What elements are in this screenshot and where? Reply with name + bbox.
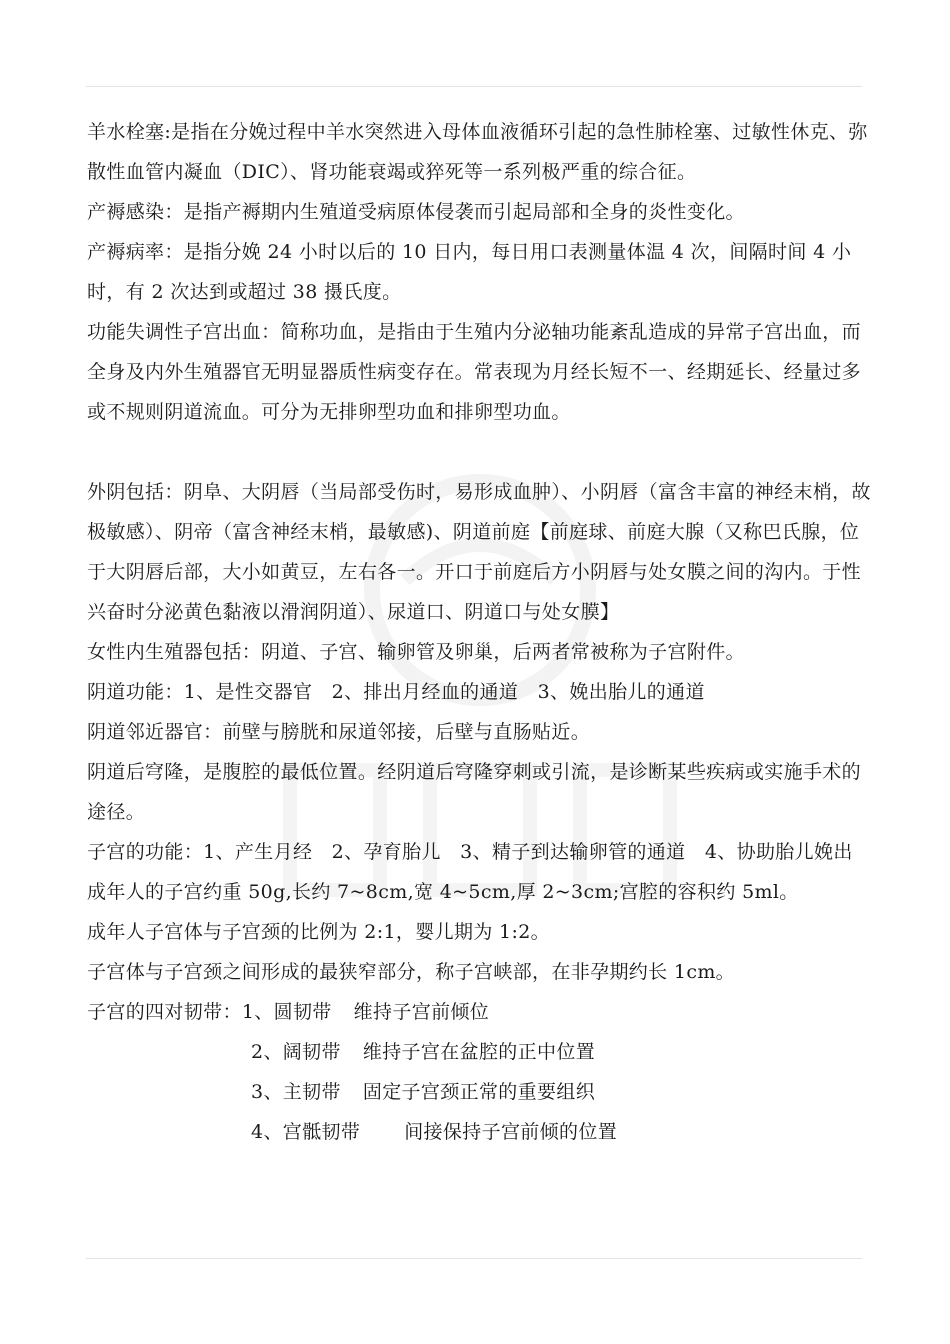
paragraph-puerperal-infection: 产褥感染：是指产褥期内生殖道受病原体侵袭而引起局部和全身的炎性变化。	[87, 201, 745, 223]
ligament-name: 宫骶韧带	[282, 1121, 361, 1143]
ligament-name: 圆韧带	[273, 1001, 332, 1023]
ligament-name: 主韧带	[282, 1081, 341, 1103]
paragraph-internal-organs: 女性内生殖器包括：阴道、子宫、输卵管及卵巢，后两者常被称为子宫附件。	[87, 641, 745, 663]
ligament-item	[87, 1032, 877, 1072]
ligament-description: 间接保持子宫前倾的位置	[404, 1121, 618, 1143]
top-rule	[86, 86, 862, 87]
ligament-item	[87, 1112, 877, 1152]
paragraph-isthmus: 子宫体与子宫颈之间形成的最狭窄部分，称子宫峡部，在非孕期约长 1cm。	[87, 961, 736, 983]
ligament-description: 维持子宫前倾位	[353, 1001, 490, 1023]
bottom-rule	[86, 1258, 862, 1259]
ligament-item	[87, 992, 877, 1032]
ligament-number: 1、	[241, 1001, 274, 1023]
paragraph-dysfunctional-bleeding: 功能失调性子宫出血：简称功血，是指由于生殖内分泌轴功能紊乱造成的异常子宫出血，而全身及内外生殖器官无明显器质性病变存在。常表现为月经长短不一、经期延长、经量过多或不规则阴道流血。可分为无排卵型功血和排卵型功血。	[87, 321, 862, 423]
paragraph-uterus-ratio: 成年人子宫体与子宫颈的比例为 2:1，婴儿期为 1:2。	[87, 921, 551, 943]
paragraph-puerperal-morbidity: 产褥病率：是指分娩 24 小时以后的 10 日内，每日用口表测量体温 4 次，间隔时间 4 小时，有 2 次达到或超过 38 摄氏度。	[87, 241, 852, 303]
ligament-description: 固定子宫颈正常的重要组织	[362, 1081, 596, 1103]
document-body	[87, 112, 877, 1152]
ligament-number: 2、	[251, 1041, 283, 1063]
paragraph-amniotic-embolism: 羊水栓塞:是指在分娩过程中羊水突然进入母体血液循环引起的急性肺栓塞、过敏性休克、弥散性血管内凝血（DIC）、肾功能衰竭或猝死等一系列极严重的综合征。	[87, 121, 868, 183]
ligament-item	[87, 1072, 877, 1112]
paragraph-uterus-function: 子宫的功能：1、产生月经 2、孕育胎儿 3、精子到达输卵管的通道 4、协助胎儿娩出	[87, 841, 853, 863]
paragraph-posterior-fornix: 阴道后穹隆，是腹腔的最低位置。经阴道后穹隆穿刺或引流，是诊断某些疾病或实施手术的途径。	[87, 761, 862, 823]
ligament-number: 3、	[251, 1081, 283, 1103]
paragraph-vagina-function: 阴道功能：1、是性交器官 2、排出月经血的通道 3、娩出胎儿的通道	[87, 681, 705, 703]
ligaments-heading: 子宫的四对韧带：	[87, 1001, 242, 1023]
ligament-description: 维持子宫在盆腔的正中位置	[362, 1041, 596, 1063]
paragraph-uterus-size: 成年人的子宫约重 50g,长约 7~8cm,宽 4~5cm,厚 2~3cm;宫腔的容积约 5ml。	[87, 881, 799, 903]
ligament-number: 4、	[251, 1121, 283, 1143]
paragraph-vulva: 外阴包括：阴阜、大阴唇（当局部受伤时，易形成血肿）、小阴唇（富含丰富的神经末梢，故极敏感）、阴帝（富含神经末梢，最敏感)、阴道前庭【前庭球、前庭大腺（又称巴氏腺，位于大阴唇后部，大小如黄豆，左右各一。开口于前庭后方小阴唇与处女膜之间的沟内。于性兴奋时分泌黄色黏液以滑润阴道）、尿道口、阴道口与处女膜】	[87, 481, 871, 623]
paragraph-spacer	[87, 432, 877, 472]
ligament-name: 阔韧带	[282, 1041, 341, 1063]
paragraph-vagina-neighbors: 阴道邻近器官：前壁与膀胱和尿道邻接，后壁与直肠贴近。	[87, 721, 591, 743]
